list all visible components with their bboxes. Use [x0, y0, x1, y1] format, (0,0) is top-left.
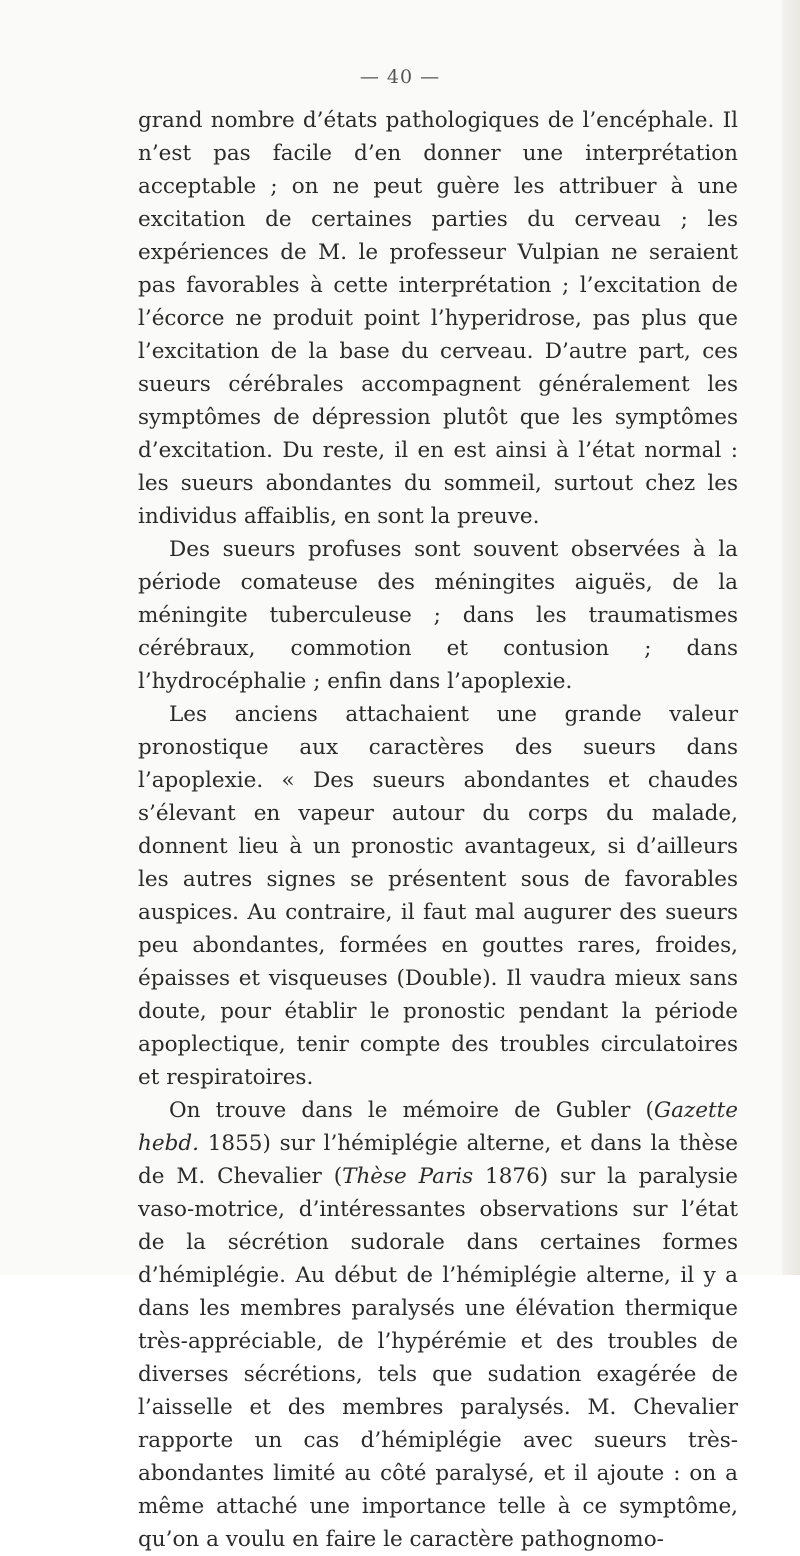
body-text [138, 104, 738, 1556]
text-run: Des sueurs profuses sont souvent observées à la période comateuse des méningites aiguës, de la méningite tuberculeuse ; dans les traumatismes cérébraux, commotion et contusion ; dans l’hydrocéphalie ; enfin dans l’apoplexie. [138, 537, 738, 694]
paragraph [138, 1094, 738, 1556]
paragraph [138, 104, 738, 533]
paragraph [138, 698, 738, 1094]
paragraph [138, 533, 738, 698]
text-run: Les anciens attachaient une grande valeur pronostique aux caractères des sueurs dans l’apoplexie. « Des sueurs abondantes et chaudes s’élevant en vapeur autour du corps du malade, donnent lieu à un pronostic avantageux, si d’ailleurs les autres signes se présentent sous de favorables auspices. Au contraire, il faut mal augurer des sueurs peu abondantes, formées en gouttes rares, froides, épaisses et visqueuses (Double). Il vaudra mieux sans doute, pour établir le pronostic pendant la période apoplectique, tenir compte des troubles circulatoires et respiratoires. [138, 702, 738, 1090]
page-edge-shadow [782, 0, 800, 1275]
text-run: 1855) sur l’hémiplégie alterne, et dans la thèse de M. Chevalier ( [138, 1131, 738, 1189]
text-run: grand nombre d’états pathologiques de l’encéphale. Il n’est pas facile d’en donner une interprétation acceptable ; on ne peut guère les attribuer à une excitation de certaines parties du cerveau ; les expériences de M. le professeur Vulpian ne seraient pas favorables à cette interprétation ; l’excitation de l’écorce ne produit point l’hyperidrose, pas plus que l’excitation de la base du cerveau. D’autre part, ces sueurs cérébrales accompagnent généralement les symptômes de dépression plutôt que les symptômes d’excitation. Du reste, il en est ainsi à l’état normal : les sueurs abondantes du sommeil, surtout chez les individus affaiblis, en sont la preuve. [138, 108, 738, 529]
italic-citation: Thèse Paris [342, 1164, 474, 1189]
text-run: 1876) sur la paralysie vaso-motrice, d’intéressantes observations sur l’état de la sécrétion sudorale dans certaines formes d’hémiplégie. Au début de l’hémiplégie alterne, il y a dans les membres paralysés une élévation thermique très-appréciable, de l’hypérémie et des troubles de diverses sécrétions, tels que sudation exagérée de l’aisselle et des membres paralysés. M. Chevalier rapporte un cas d’hémiplégie avec sueurs très-abondantes limité au côté paralysé, et il ajoute : on a même attaché une importance telle à ce symptôme, qu’on a voulu en faire le caractère pathognomo- [138, 1164, 738, 1552]
italic-citation: Gazette hebd. [138, 1098, 738, 1156]
page-number: — 40 — [359, 66, 441, 88]
text-run: On trouve dans le mémoire de Gubler ( [169, 1098, 654, 1123]
